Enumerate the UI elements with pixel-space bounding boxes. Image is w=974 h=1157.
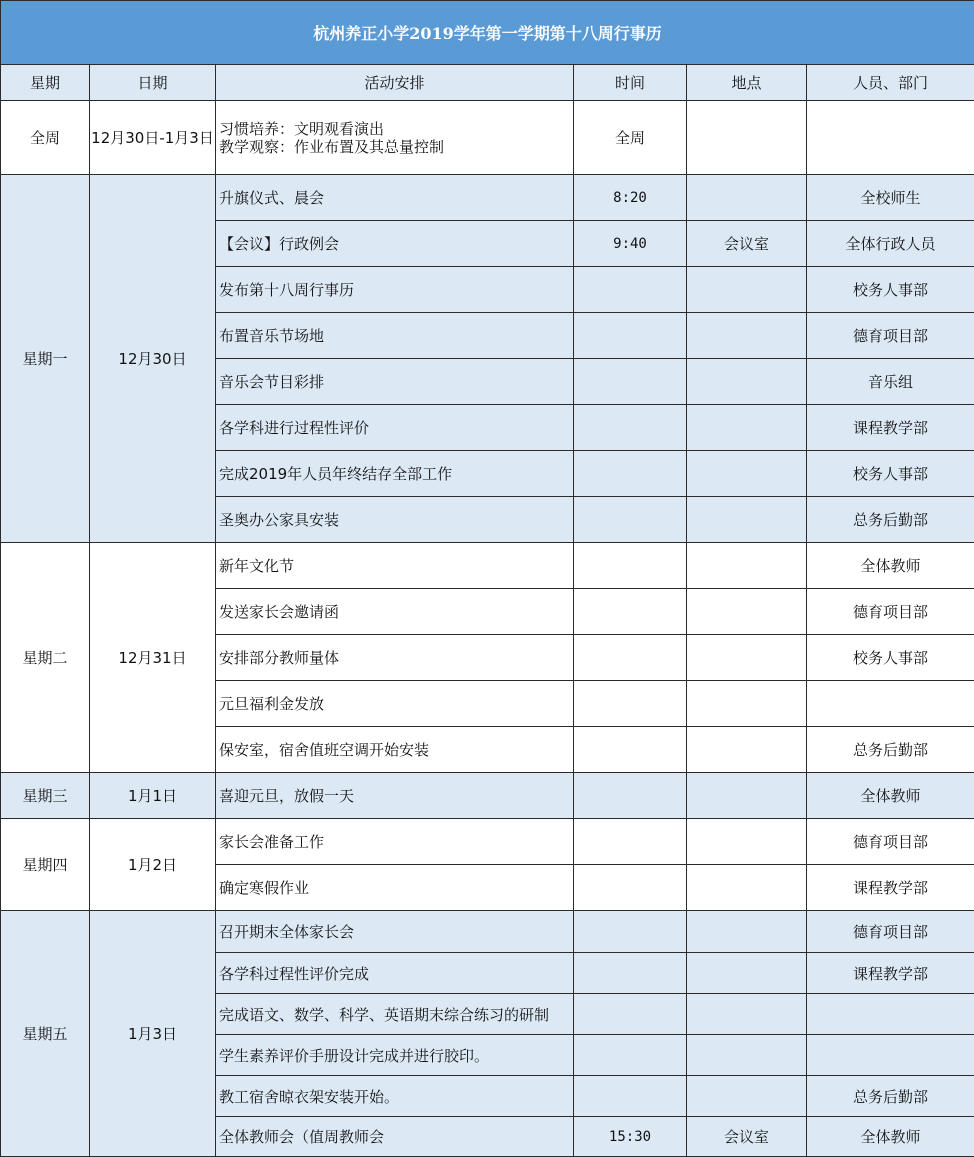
header-row [1,65,974,101]
people-cell: 全体行政人员 [807,221,974,267]
activity-line: 教学观察：作业布置及其总量控制 [219,138,573,156]
people-cell: 校务人事部 [807,267,974,313]
activity-cell: 完成语文、数学、科学、英语期末综合练习的研制 [216,994,574,1035]
activity-cell: 各学科过程性评价完成 [216,953,574,994]
table-row [1,819,974,865]
header-time: 时间 [574,65,687,101]
time-cell [574,773,687,819]
activity-cell: 音乐会节目彩排 [216,359,574,405]
activity-cell: 教工宿舍晾衣架安装开始。 [216,1076,574,1117]
time-cell [574,865,687,911]
header-people: 人员、部门 [807,65,974,101]
table-row [1,101,974,175]
activity-cell: 各学科进行过程性评价 [216,405,574,451]
time-cell: 15:30 [574,1117,687,1157]
weekday-cell: 星期一 [1,175,90,543]
time-cell: 8:20 [574,175,687,221]
people-cell: 德育项目部 [807,819,974,865]
time-cell [574,405,687,451]
weekday-cell: 星期三 [1,773,90,819]
activity-cell: 布置音乐节场地 [216,313,574,359]
time-cell [574,267,687,313]
place-cell [687,773,807,819]
place-cell [687,681,807,727]
place-cell [687,543,807,589]
page-title: 杭州养正小学2019学年第一学期第十八周行事历 [1,1,974,65]
place-cell [687,497,807,543]
place-cell [687,635,807,681]
place-cell [687,911,807,953]
people-cell: 全校师生 [807,175,974,221]
date-cell: 1月3日 [90,911,216,1157]
place-cell [687,1076,807,1117]
people-cell [807,101,974,175]
weekday-cell: 星期四 [1,819,90,911]
people-cell: 校务人事部 [807,451,974,497]
place-cell [687,865,807,911]
weekday-cell: 星期五 [1,911,90,1157]
time-cell [574,589,687,635]
people-cell: 总务后勤部 [807,497,974,543]
date-cell: 12月30日 [90,175,216,543]
activity-cell: 发送家长会邀请函 [216,589,574,635]
people-cell: 全体教师 [807,543,974,589]
activity-cell: 家长会准备工作 [216,819,574,865]
place-cell: 会议室 [687,1117,807,1157]
time-cell [574,497,687,543]
activity-cell: 【会议】行政例会 [216,221,574,267]
activity-cell: 保安室，宿舍值班空调开始安装 [216,727,574,773]
place-cell [687,589,807,635]
table-row [1,175,974,221]
time-cell [574,994,687,1035]
people-cell: 课程教学部 [807,953,974,994]
time-cell [574,953,687,994]
people-cell: 总务后勤部 [807,1076,974,1117]
date-cell: 12月30日-1月3日 [90,101,216,175]
time-cell [574,635,687,681]
place-cell [687,359,807,405]
place-cell [687,994,807,1035]
people-cell: 音乐组 [807,359,974,405]
people-cell: 德育项目部 [807,589,974,635]
activity-cell: 升旗仪式、晨会 [216,175,574,221]
people-cell: 全体教师 [807,1117,974,1157]
people-cell: 德育项目部 [807,313,974,359]
people-cell [807,994,974,1035]
time-cell: 全周 [574,101,687,175]
date-cell: 1月1日 [90,773,216,819]
activity-cell: 完成2019年人员年终结存全部工作 [216,451,574,497]
time-cell [574,1076,687,1117]
place-cell [687,819,807,865]
table-row [1,543,974,589]
time-cell [574,681,687,727]
place-cell: 会议室 [687,221,807,267]
table-row [1,773,974,819]
activity-cell: 发布第十八周行事历 [216,267,574,313]
time-cell [574,819,687,865]
people-cell: 德育项目部 [807,911,974,953]
date-cell: 12月31日 [90,543,216,773]
header-weekday: 星期 [1,65,90,101]
time-cell [574,359,687,405]
activity-cell: 圣奥办公家具安装 [216,497,574,543]
weekday-cell: 星期二 [1,543,90,773]
activity-line: 习惯培养：文明观看演出 [219,120,573,138]
time-cell [574,313,687,359]
place-cell [687,727,807,773]
time-cell [574,911,687,953]
activity-cell: 召开期末全体家长会 [216,911,574,953]
place-cell [687,175,807,221]
place-cell [687,1035,807,1076]
activity-cell: 安排部分教师量体 [216,635,574,681]
time-cell: 9:40 [574,221,687,267]
activity-cell: 元旦福利金发放 [216,681,574,727]
header-place: 地点 [687,65,807,101]
place-cell [687,953,807,994]
time-cell [574,451,687,497]
place-cell [687,451,807,497]
time-cell [574,543,687,589]
people-cell [807,1035,974,1076]
people-cell: 课程教学部 [807,405,974,451]
activity-cell: 全体教师会（值周教师会 [216,1117,574,1157]
date-cell: 1月2日 [90,819,216,911]
people-cell [807,681,974,727]
people-cell: 校务人事部 [807,635,974,681]
header-activity: 活动安排 [216,65,574,101]
activity-cell: 确定寒假作业 [216,865,574,911]
header-date: 日期 [90,65,216,101]
weekday-cell: 全周 [1,101,90,175]
place-cell [687,101,807,175]
people-cell: 总务后勤部 [807,727,974,773]
time-cell [574,1035,687,1076]
table-row [1,911,974,953]
activity-cell: 学生素养评价手册设计完成并进行胶印。 [216,1035,574,1076]
place-cell [687,267,807,313]
place-cell [687,313,807,359]
place-cell [687,405,807,451]
people-cell: 课程教学部 [807,865,974,911]
time-cell [574,727,687,773]
activity-cell: 喜迎元旦，放假一天 [216,773,574,819]
people-cell: 全体教师 [807,773,974,819]
activity-cell [216,101,574,175]
activity-cell: 新年文化节 [216,543,574,589]
